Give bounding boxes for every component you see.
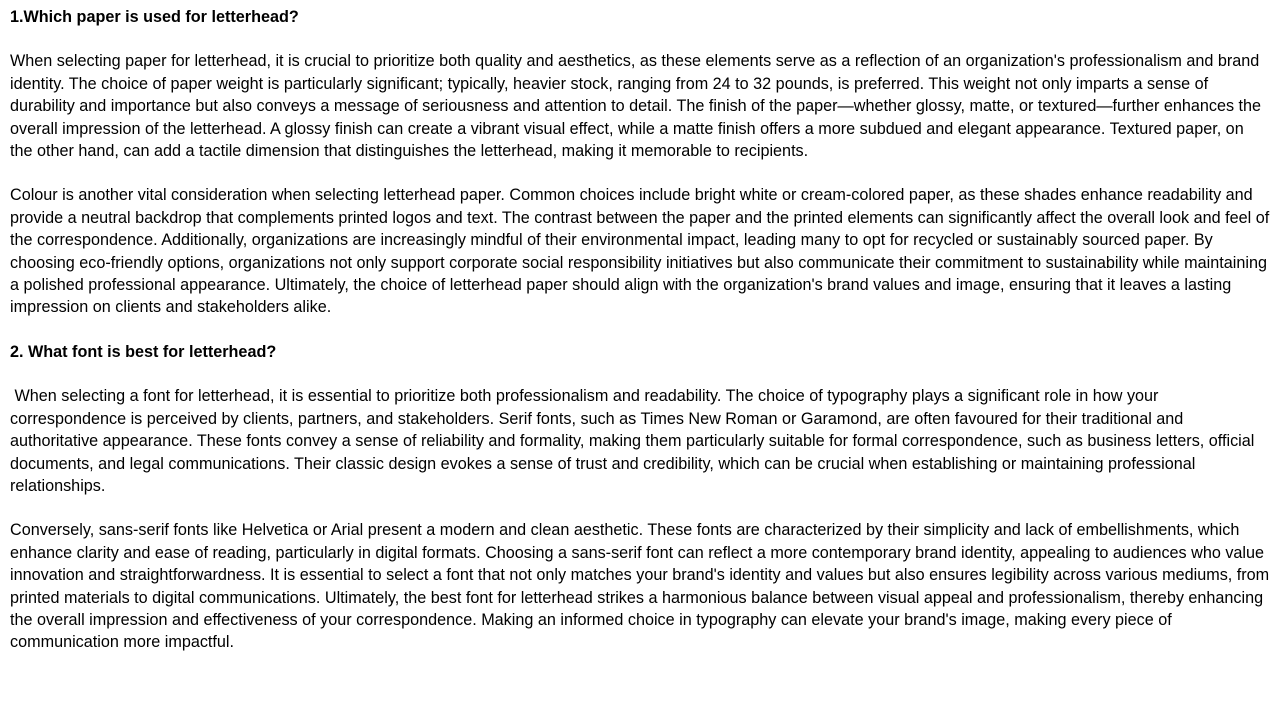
paragraph-font-serif: When selecting a font for letterhead, it is essential to prioritize both professionalism and readability. The choice of typography plays a significant role in how your correspondence is perceived by clients, partners, and stakeholders. Serif fonts, such as Times New Roman or Garamond, are often favoured for their traditional and authoritative appearance. These fonts convey a sense of reliability and formality, making them particularly suitable for formal correspondence, such as business letters, official documents, and legal communications. Their classic design evokes a sense of trust and credibility, which can be crucial when establishing or maintaining professional relationships.	[10, 387, 1259, 495]
paragraph-font-sans-serif: Conversely, sans-serif fonts like Helvetica or Arial present a modern and clean aesthetic. These fonts are characterized by their simplicity and lack of embellishments, which enhance clarity and ease of reading, particularly in digital formats. Choosing a sans-serif font can reflect a more contemporary brand identity, appealing to audiences who value innovation and straightforwardness. It is essential to select a font that not only matches your brand's identity and values but also ensures legibility across various mediums, from printed materials to digital communications. Ultimately, the best font for letterhead strikes a harmonious balance between visual appeal and professionalism, thereby enhancing the overall impression and effectiveness of your correspondence. Making an informed choice in typography can elevate your brand's image, making every piece of communication more impactful.	[10, 521, 1274, 652]
paragraph-paper-colour: Colour is another vital consideration when selecting letterhead paper. Common choices include bright white or cream-colored paper, as these shades enhance readability and provide a neutral backdrop that complements printed logos and text. The contrast between the paper and the printed elements can significantly affect the overall look and feel of the correspondence. Additionally, organizations are increasingly mindful of their environmental impact, leading many to opt for recycled or sustainably sourced paper. By choosing eco-friendly options, organizations not only support corporate social responsibility initiatives but also communicate their commitment to sustainability while maintaining a polished professional appearance. Ultimately, the choice of letterhead paper should align with the organization's brand values and image, ensuring that it leaves a lasting impression on clients and stakeholders alike.	[10, 186, 1274, 317]
paragraph-paper-quality: When selecting paper for letterhead, it is crucial to prioritize both quality and aesthetics, as these elements serve as a reflection of an organization's professionalism and brand identity. The choice of paper weight is particularly significant; typically, heavier stock, ranging from 24 to 32 pounds, is preferred. This weight not only imparts a sense of durability and importance but also conveys a message of seriousness and attention to detail. The finish of the paper—whether glossy, matte, or textured—further enhances the overall impression of the letterhead. A glossy finish can create a vibrant visual effect, while a matte finish offers a more subdued and elegant appearance. Textured paper, on the other hand, can add a tactile dimension that distinguishes the letterhead, making it memorable to recipients.	[10, 52, 1266, 161]
section-paper	[10, 6, 1274, 319]
section-heading-paper: 1.Which paper is used for letterhead?	[10, 8, 299, 26]
section-heading-font: 2. What font is best for letterhead?	[10, 342, 277, 361]
section-font	[10, 341, 1274, 654]
